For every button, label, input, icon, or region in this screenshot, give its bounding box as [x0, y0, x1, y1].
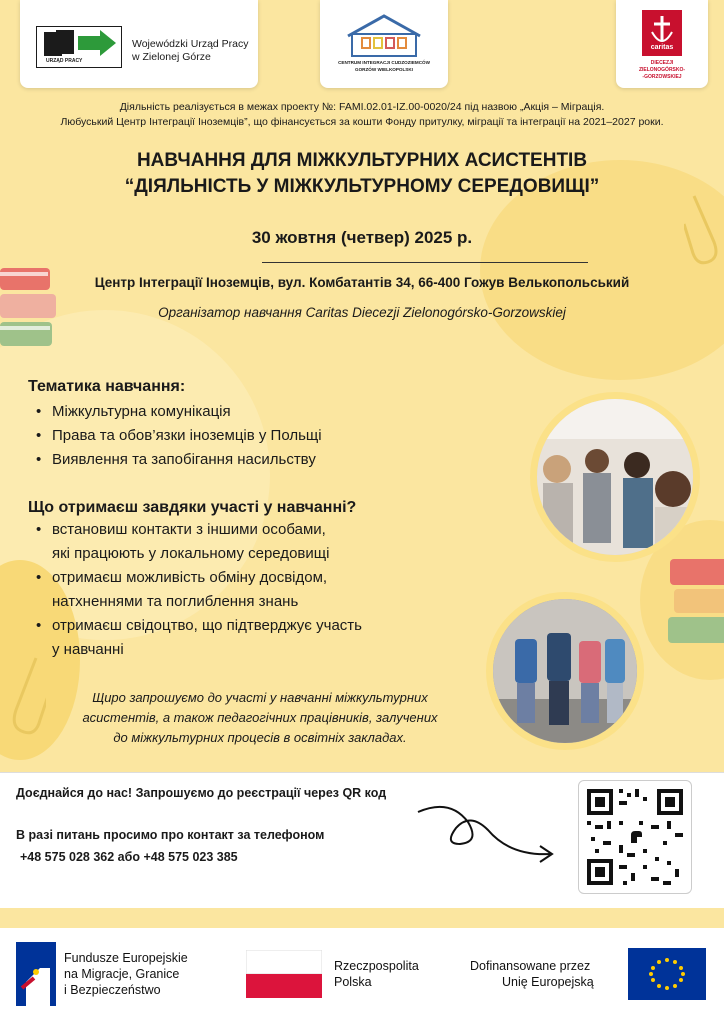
eu-line2: Unię Europejską	[502, 975, 594, 989]
topics-heading: Тематика навчання:	[28, 378, 186, 395]
audience-illustration	[537, 399, 693, 555]
list-item: • Міжкультурна комунікація	[32, 400, 452, 424]
qr-code[interactable]	[578, 780, 692, 894]
divider	[262, 262, 588, 263]
funding-line2: Любуський Центр Інтеграції Іноземців”, що фінансується за кошти Фонду притулку, міграції та інтеграції на 2021–2027 роки.	[60, 116, 664, 128]
event-venue: Центр Інтеграції Іноземців, вул. Комбатантів 34, 66-400 Гожув Велькопольський	[94, 275, 630, 290]
list-item	[32, 518, 472, 566]
schoolchildren-photo	[486, 592, 644, 750]
eu-fund-flag-icon	[16, 942, 56, 1006]
eu-flag-icon	[628, 948, 706, 1000]
benefits-heading: Що отримаєш завдяки участі у навчанні?	[28, 499, 357, 516]
event-date: 30 жовтня (четвер) 2025 р.	[251, 228, 473, 247]
list-item-line: отримаєш можливість обміну досвідом,	[52, 569, 328, 586]
fe-line1: Fundusze Europejskie	[64, 951, 188, 965]
list-item-line: встановиш контакти з іншими особами,	[52, 521, 326, 538]
wup-name-line2: w Zielonej Górze	[132, 51, 211, 63]
caritas-line1: DIECEZJI	[650, 60, 674, 66]
invite-line1: Щиро запрошуємо до участі у навчанні міжкультурних	[92, 690, 428, 705]
arrow-icon	[410, 790, 570, 890]
wup-badge: URZĄD PRACY	[46, 58, 83, 64]
books-illustration	[664, 555, 724, 655]
cii-logo-card	[320, 0, 448, 88]
title-line1: НАВЧАННЯ ДЛЯ МІЖКУЛЬТУРНИХ АСИСТЕНТІВ	[136, 150, 588, 171]
children-illustration	[493, 599, 637, 743]
rp-line1: Rzeczpospolita	[334, 959, 419, 973]
list-item: • Права та обов’язки іноземців у Польщі	[32, 424, 452, 448]
organizer: Організатор навчання Caritas Diecezji Zielonogórsko-Gorzowskiej	[158, 305, 566, 320]
qr-code-pattern	[579, 781, 691, 893]
fe-line3: i Bezpieczeństwo	[64, 983, 161, 997]
fe-line2: na Migracje, Granice	[64, 967, 180, 981]
list-item: • Виявлення та запобігання насильству	[32, 448, 452, 472]
caritas-logo-card	[616, 0, 708, 88]
invite-line3: до міжкультурних процесів в освітніх закладах.	[113, 730, 407, 745]
seminar-photo	[530, 392, 700, 562]
page-title	[20, 148, 704, 200]
cii-name-line2: GORZÓW WIELKOPOLSKI	[355, 67, 413, 72]
poland-flag-icon	[246, 950, 322, 998]
house-icon	[344, 12, 424, 58]
list-item-line: які працюють у локальному середовищі	[52, 545, 330, 562]
eu-line1: Dofinansowane przez	[470, 959, 591, 973]
rp-line2: Polska	[334, 975, 372, 989]
caritas-line3: -GORZOWSKIEJ	[642, 74, 682, 80]
registration-text: Доєднайся до нас! Запрошуємо до реєстрації через QR код	[16, 786, 387, 800]
topics-list	[32, 400, 452, 472]
caritas-line2: ZIELONOGÓRSKO-	[638, 67, 686, 73]
title-line2: “ДІЯЛЬНІСТЬ У МІЖКУЛЬТУРНОМУ СЕРЕДОВИЩІ”	[124, 176, 600, 197]
benefits-list	[32, 518, 472, 662]
list-item-line: отримаєш свідоцтво, що підтверджує участь	[52, 617, 362, 634]
list-item	[32, 614, 472, 662]
list-item	[32, 566, 472, 614]
invitation-text	[40, 688, 480, 748]
wup-name-line1: Wojewódzki Urząd Pracy	[132, 38, 249, 50]
phone-numbers[interactable]: +48 575 028 362 або +48 575 023 385	[20, 850, 238, 864]
list-item-line: натхненнями та поглиблення знань	[52, 593, 299, 610]
invite-line2: асистентів, а також педагогічних працівників, залучених	[82, 710, 438, 725]
caritas-name: caritas	[650, 44, 674, 51]
cii-name-line1: CENTRUM INTEGRACJI CUDZOZIEMCÓW	[338, 60, 430, 65]
phone-label: В разі питань просимо про контакт за телефоном	[16, 828, 325, 842]
funding-note	[20, 100, 704, 130]
wup-logo-card	[20, 0, 258, 88]
list-item-line: у навчанні	[52, 641, 124, 658]
funding-line1: Діяльність реалізується в межах проекту №: FAMI.02.01-IZ.00-0020/24 під назвою „Акція – Міграція.	[119, 101, 605, 113]
